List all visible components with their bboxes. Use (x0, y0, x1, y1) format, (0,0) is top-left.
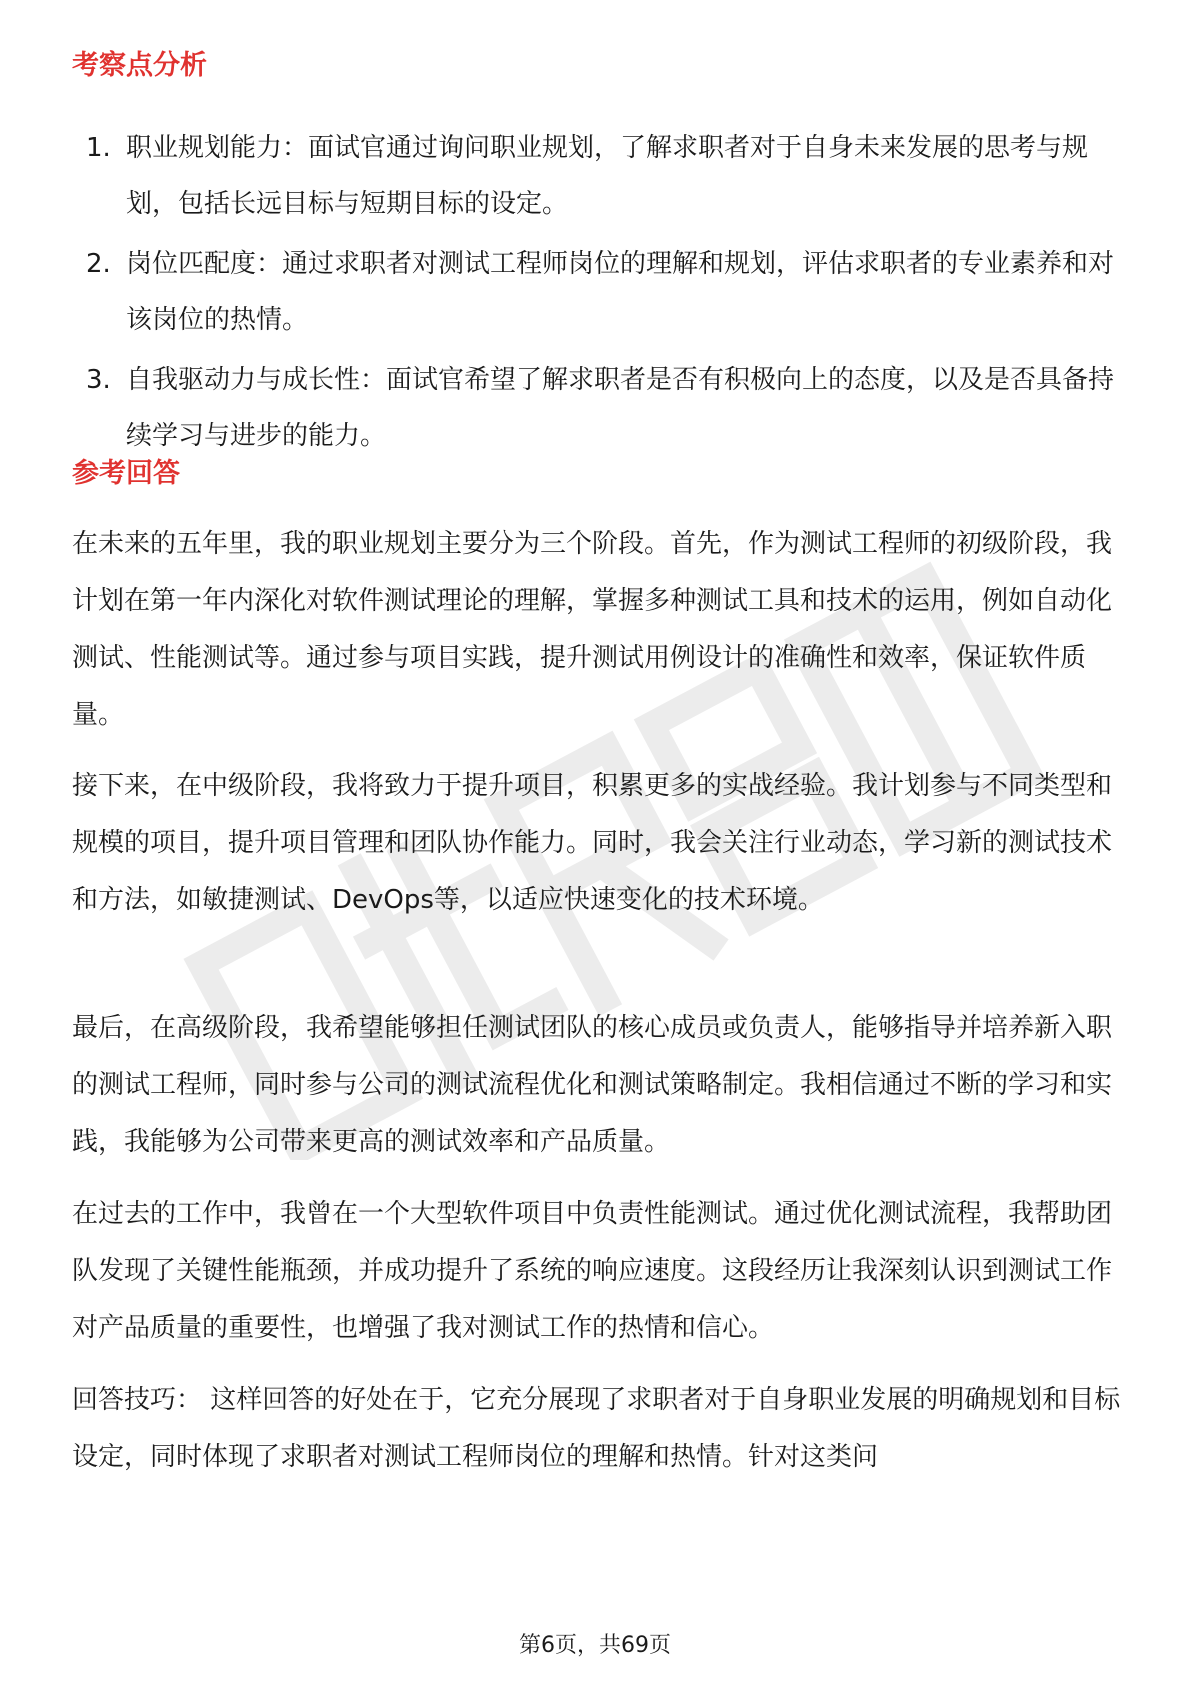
analysis-list (72, 120, 1132, 468)
answer-paragraph: 在未来的五年里，我的职业规划主要分为三个阶段。首先，作为测试工程师的初级阶段，我计划在第一年内深化对软件测试理论的理解，掌握多种测试工具和技术的运用，例如自动化测试、性能测试等。通过参与项目实践，提升测试用例设计的准确性和效率，保证软件质量。 (72, 529, 1113, 730)
list-item-number: 3. (86, 365, 111, 395)
answer-paragraph: 在过去的工作中，我曾在一个大型软件项目中负责性能测试。通过优化测试流程，我帮助团队发现了关键性能瓶颈，并成功提升了系统的响应速度。这段经历让我深刻认识到测试工作对产品质量的重要性，也增强了我对测试工作的热情和信心。 (72, 1199, 1113, 1343)
list-item-text: 岗位匹配度：通过求职者对测试工程师岗位的理解和规划，评估求职者的专业素养和对该岗位的热情。 (126, 249, 1115, 335)
list-item (72, 120, 1132, 232)
list-item (72, 352, 1132, 464)
tips-paragraph: 回答技巧： 这样回答的好处在于，它充分展现了求职者对于自身职业发展的明确规划和目标设定，同时体现了求职者对测试工程师岗位的理解和热情。针对这类问 (72, 1385, 1121, 1472)
list-item-number: 1. (86, 133, 111, 163)
list-item-text: 职业规划能力：面试官通过询问职业规划，了解求职者对于自身未来发展的思考与规划，包括长远目标与短期目标的设定。 (126, 133, 1089, 219)
list-item-text: 自我驱动力与成长性：面试官希望了解求职者是否有积极向上的态度，以及是否具备持续学习与进步的能力。 (126, 365, 1115, 451)
answer-paragraph: 接下来，在中级阶段，我将致力于提升项目，积累更多的实战经验。我计划参与不同类型和规模的项目，提升项目管理和团队协作能力。同时，我会关注行业动态，学习新的测试技术和方法，如敏捷测试、DevOps等，以适应快速变化的技术环境。 (72, 771, 1113, 915)
page-number: 第6页，共69页 (519, 1633, 671, 1658)
section-title-analysis: 考察点分析 (72, 50, 207, 81)
list-item-number: 2. (86, 249, 111, 279)
answer-paragraph: 最后，在高级阶段，我希望能够担任测试团队的核心成员或负责人，能够指导并培养新入职的测试工程师，同时参与公司的测试流程优化和测试策略制定。我相信通过不断的学习和实践，我能够为公司带来更高的测试效率和产品质量。 (72, 1013, 1113, 1157)
list-item (72, 236, 1132, 348)
section-title-answer: 参考回答 (72, 458, 180, 489)
